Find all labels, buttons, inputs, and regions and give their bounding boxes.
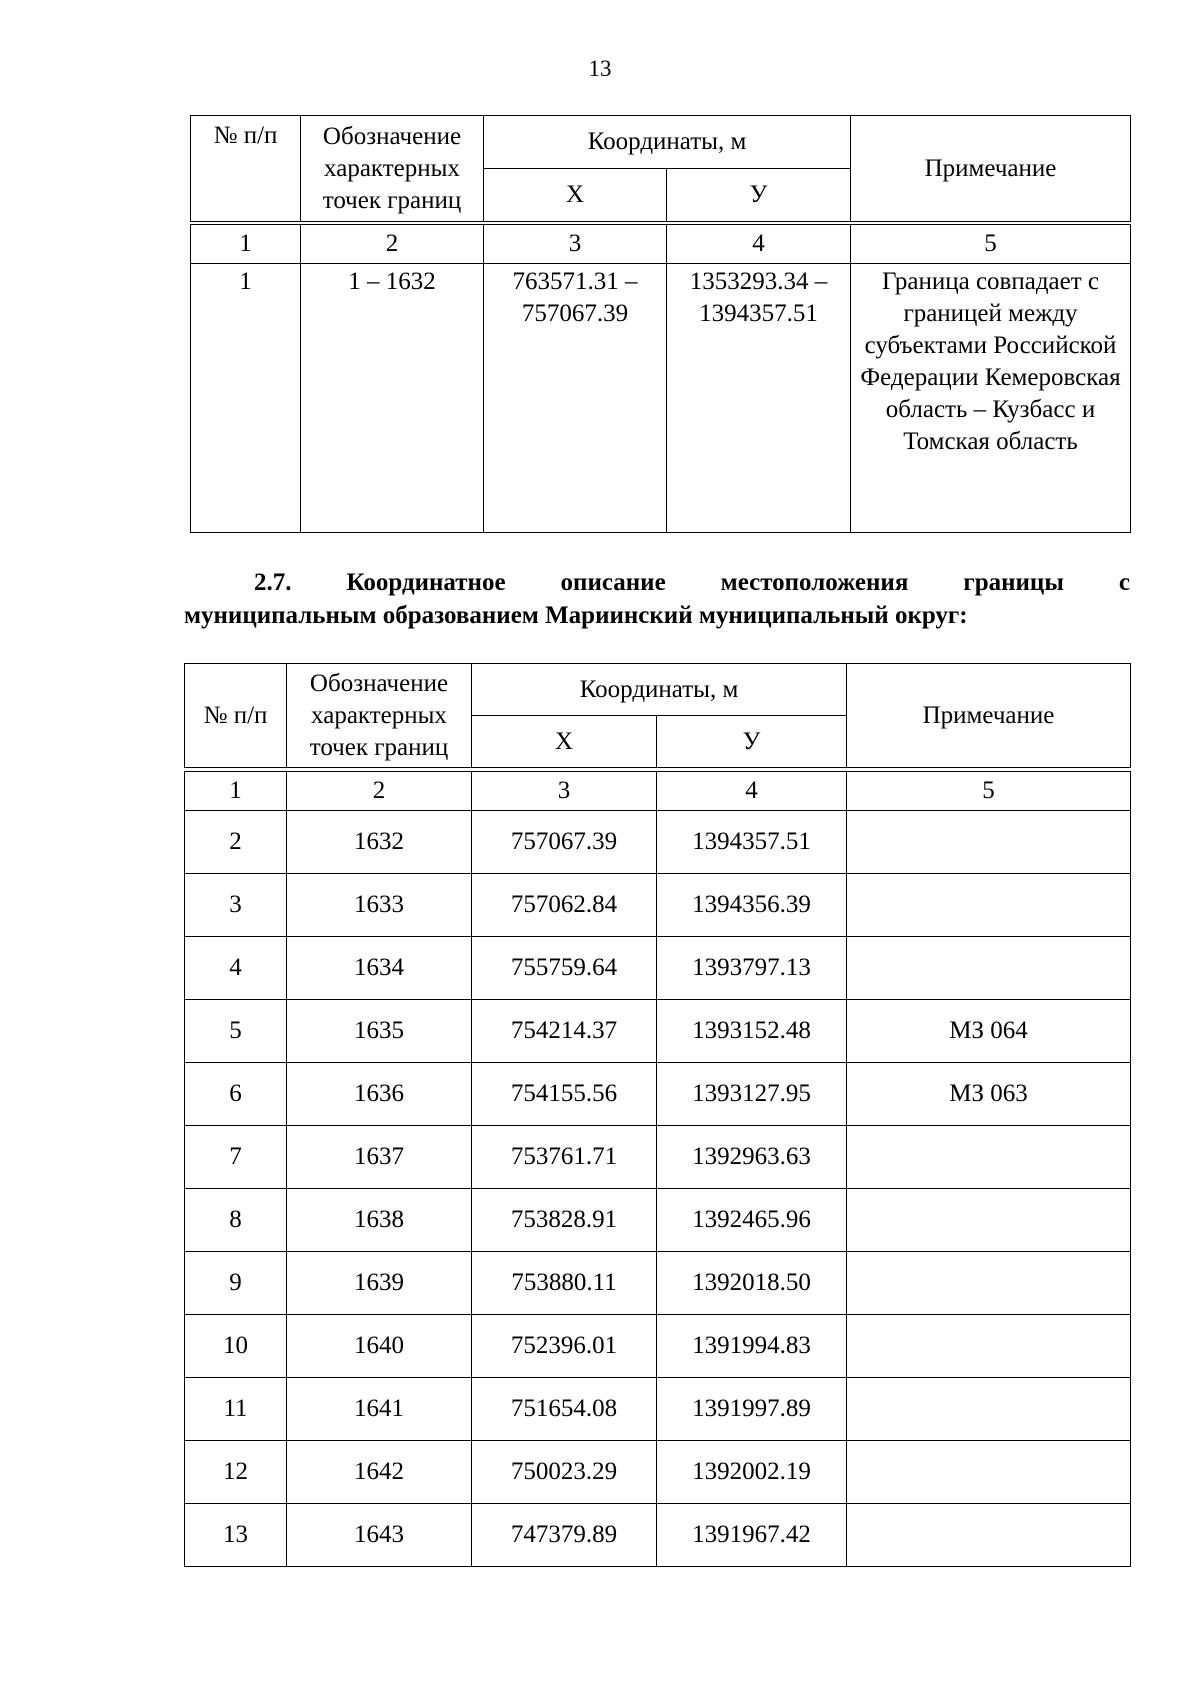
- table2-header: [184, 663, 1131, 768]
- cell-x: 751654.08: [472, 1378, 657, 1441]
- col-number: 1: [191, 225, 301, 264]
- cell-num: 13: [185, 1504, 287, 1567]
- table1-header: [190, 115, 1131, 222]
- header-note: Примечание: [851, 116, 1131, 222]
- header-num: № п/п: [191, 116, 301, 222]
- cell-note: МЗ 063: [847, 1063, 1131, 1126]
- cell-x: 753880.11: [472, 1252, 657, 1315]
- col-number: 3: [472, 772, 657, 811]
- cell-x: 750023.29: [472, 1441, 657, 1504]
- heading-word: Координатное: [346, 569, 506, 596]
- section-heading: [184, 566, 1130, 632]
- cell-point: 1635: [287, 1000, 472, 1063]
- table-row: [185, 1126, 1131, 1189]
- cell-num: 8: [185, 1189, 287, 1252]
- cell-num: 3: [185, 874, 287, 937]
- cell-x: 763571.31 – 757067.39: [484, 264, 667, 533]
- table1-body: [190, 224, 1131, 533]
- cell-point: 1637: [287, 1126, 472, 1189]
- cell-point: 1640: [287, 1315, 472, 1378]
- col-number: 5: [851, 225, 1131, 264]
- column-number-row: [185, 772, 1131, 811]
- cell-x: 754155.56: [472, 1063, 657, 1126]
- header-x: Х: [472, 716, 657, 768]
- col-number: 5: [847, 772, 1131, 811]
- table-row: [185, 811, 1131, 874]
- cell-point: 1638: [287, 1189, 472, 1252]
- heading-word: с: [1118, 569, 1130, 596]
- cell-num: 2: [185, 811, 287, 874]
- header-x: Х: [484, 169, 667, 222]
- cell-note: [847, 874, 1131, 937]
- cell-x: 753828.91: [472, 1189, 657, 1252]
- cell-x: 752396.01: [472, 1315, 657, 1378]
- cell-point: 1643: [287, 1504, 472, 1567]
- cell-y: 1392963.63: [657, 1126, 847, 1189]
- cell-note: [847, 1315, 1131, 1378]
- cell-note: [847, 1189, 1131, 1252]
- cell-y: 1353293.34 – 1394357.51: [667, 264, 851, 533]
- cell-y: 1392018.50: [657, 1252, 847, 1315]
- cell-y: 1392465.96: [657, 1189, 847, 1252]
- heading-word: описание: [560, 569, 666, 596]
- cell-point: 1632: [287, 811, 472, 874]
- cell-num: 1: [191, 264, 301, 533]
- cell-note: МЗ 064: [847, 1000, 1131, 1063]
- table-row: [185, 937, 1131, 1000]
- cell-y: 1393797.13: [657, 937, 847, 1000]
- table2-body: [184, 771, 1131, 1567]
- col-number: 3: [484, 225, 667, 264]
- cell-num: 12: [185, 1441, 287, 1504]
- col-number: 1: [185, 772, 287, 811]
- cell-num: 11: [185, 1378, 287, 1441]
- heading-line2: муниципальным образованием Мариинский муниципальный округ:: [184, 602, 968, 629]
- cell-note: [847, 1126, 1131, 1189]
- col-number: 4: [667, 225, 851, 264]
- table-row: [185, 1315, 1131, 1378]
- page-number: 13: [588, 56, 612, 81]
- col-number: 2: [301, 225, 484, 264]
- cell-num: 4: [185, 937, 287, 1000]
- cell-note: Граница совпадает с границей между субъектами Российской Федерации Кемеровская область – Кузбасс и Томская область: [851, 264, 1131, 533]
- cell-y: 1393127.95: [657, 1063, 847, 1126]
- header-designation: Обозначение характерных точек границ: [287, 664, 472, 768]
- cell-point: 1641: [287, 1378, 472, 1441]
- cell-y: 1392002.19: [657, 1441, 847, 1504]
- cell-note: [847, 1378, 1131, 1441]
- cell-x: 757067.39: [472, 811, 657, 874]
- table-row: [191, 264, 1131, 533]
- col-number: 2: [287, 772, 472, 811]
- header-designation: Обозначение характерных точек границ: [301, 116, 484, 222]
- cell-x: 757062.84: [472, 874, 657, 937]
- column-number-row: [191, 225, 1131, 264]
- cell-num: 5: [185, 1000, 287, 1063]
- table-row: [185, 1441, 1131, 1504]
- cell-point: 1634: [287, 937, 472, 1000]
- heading-word: местоположения: [720, 569, 909, 596]
- cell-y: 1391997.89: [657, 1378, 847, 1441]
- table-row: [185, 874, 1131, 937]
- table-row: [185, 1378, 1131, 1441]
- col-number: 4: [657, 772, 847, 811]
- cell-y: 1391994.83: [657, 1315, 847, 1378]
- cell-note: [847, 811, 1131, 874]
- table-row: [185, 1252, 1131, 1315]
- cell-num: 9: [185, 1252, 287, 1315]
- table-row: [185, 1000, 1131, 1063]
- cell-y: 1391967.42: [657, 1504, 847, 1567]
- cell-point: 1 – 1632: [301, 264, 484, 533]
- cell-y: 1393152.48: [657, 1000, 847, 1063]
- cell-num: 6: [185, 1063, 287, 1126]
- section-number: 2.7.: [254, 569, 292, 596]
- cell-point: 1639: [287, 1252, 472, 1315]
- header-coords: Координаты, м: [472, 664, 847, 716]
- cell-x: 754214.37: [472, 1000, 657, 1063]
- cell-point: 1633: [287, 874, 472, 937]
- cell-note: [847, 1252, 1131, 1315]
- cell-note: [847, 1441, 1131, 1504]
- header-coords: Координаты, м: [484, 116, 851, 169]
- table-row: [185, 1063, 1131, 1126]
- cell-note: [847, 937, 1131, 1000]
- cell-x: 747379.89: [472, 1504, 657, 1567]
- cell-num: 7: [185, 1126, 287, 1189]
- cell-y: 1394356.39: [657, 874, 847, 937]
- header-note: Примечание: [847, 664, 1131, 768]
- heading-word: границы: [963, 569, 1064, 596]
- cell-x: 755759.64: [472, 937, 657, 1000]
- header-y: У: [657, 716, 847, 768]
- table-row: [185, 1189, 1131, 1252]
- cell-point: 1642: [287, 1441, 472, 1504]
- cell-y: 1394357.51: [657, 811, 847, 874]
- cell-note: [847, 1504, 1131, 1567]
- cell-point: 1636: [287, 1063, 472, 1126]
- header-num: № п/п: [185, 664, 287, 768]
- table-row: [185, 1504, 1131, 1567]
- cell-x: 753761.71: [472, 1126, 657, 1189]
- header-y: У: [667, 169, 851, 222]
- cell-num: 10: [185, 1315, 287, 1378]
